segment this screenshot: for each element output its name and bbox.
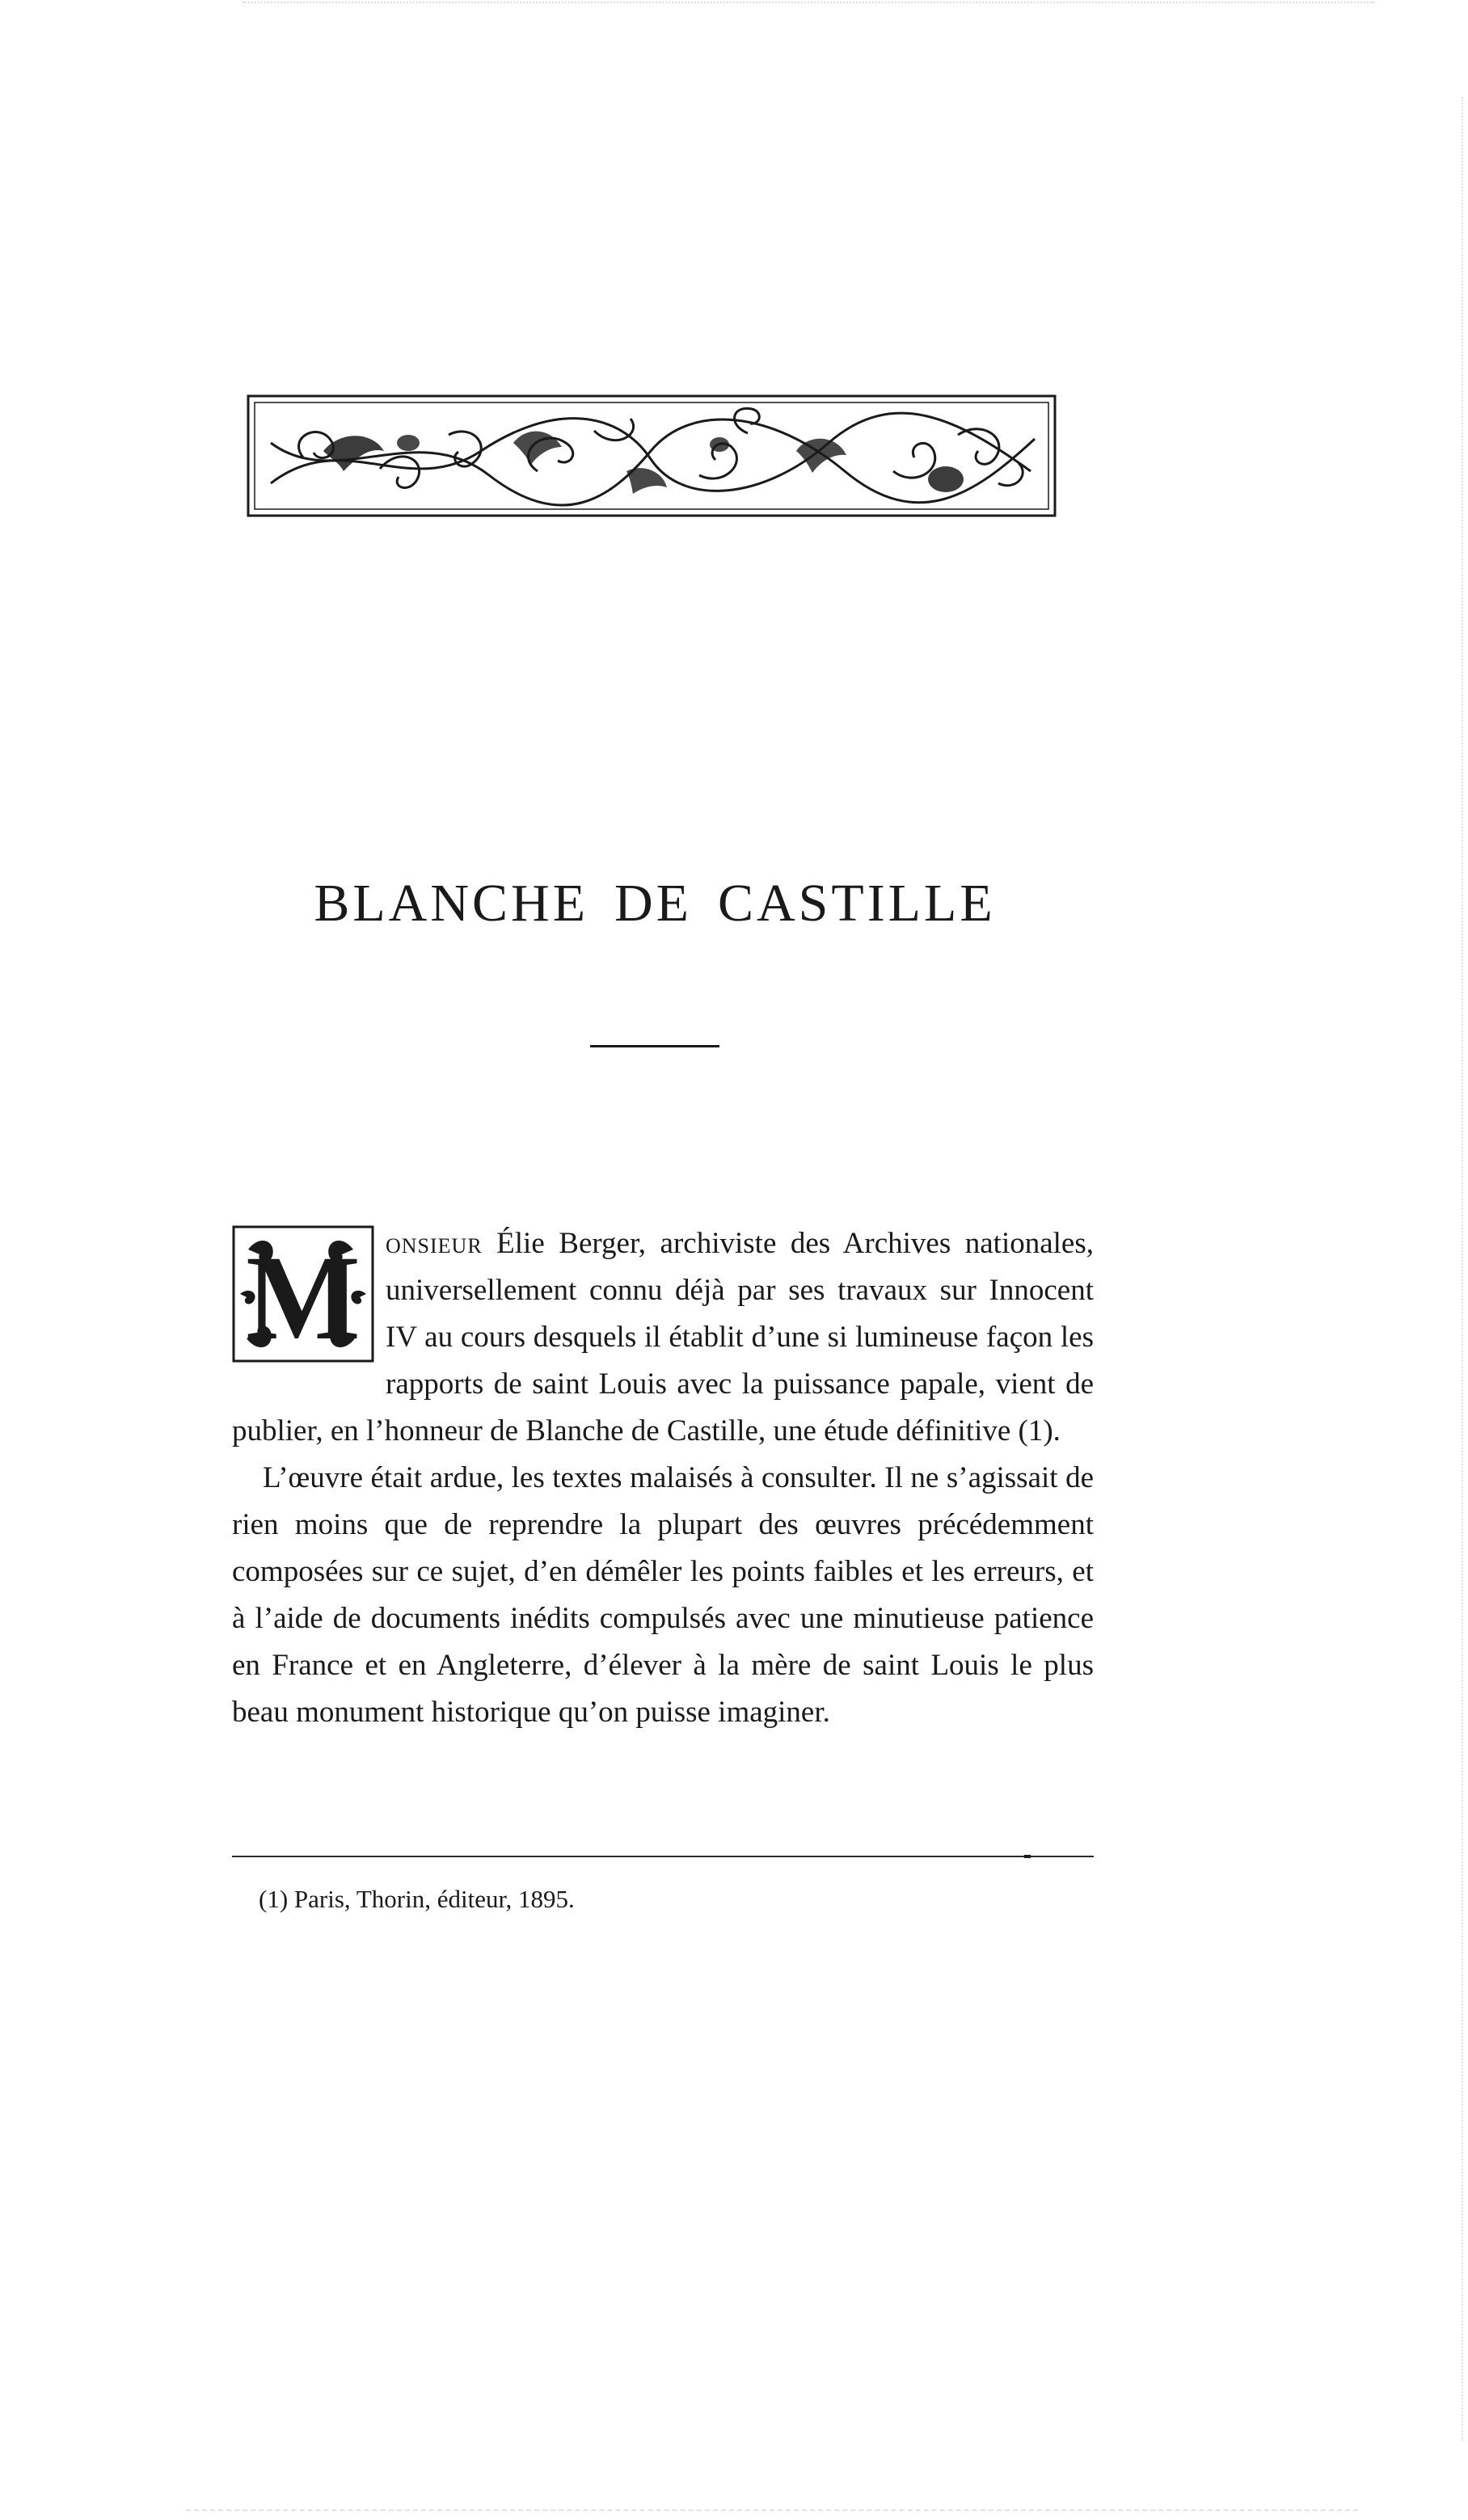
page-title xyxy=(226,874,1083,933)
paragraph-1-text: Élie Berger, archiviste des Archives nationales, universellement connu déjà par ses travaux sur Innocent IV au cours desquels il établit d’une si lumineuse façon les rapports de saint Louis avec la puissance papale, vient de publier, en l’honneur de Blanche de Castille, une étude définitive (1). xyxy=(232,1227,1094,1448)
dropcap-initial-icon xyxy=(232,1225,374,1363)
lead-smallcaps: onsieur xyxy=(386,1227,483,1260)
footnote-rule xyxy=(232,1856,1094,1857)
title-divider xyxy=(590,1045,719,1047)
footnote: (1) Paris, Thorin, éditeur, 1895. xyxy=(259,1885,575,1913)
paragraph-2: L’œuvre était ardue, les textes malaisés à consulter. Il ne s’agissait de rien moins que de reprendre la plupart des œuvres précédemment composées sur ce sujet, d’en démêler les points faibles et les erreurs, et à l’aide de documents inédits compulsés avec une minutieuse patience en France et en Angleterre, d’élever à la mère de saint Louis le plus beau monument historique qu’on puisse imaginer. xyxy=(232,1461,1094,1729)
scan-edge-bottom xyxy=(186,2509,1358,2516)
body-text xyxy=(232,1220,1094,1736)
headpiece-ornament-icon xyxy=(247,394,1057,517)
dropcap-letter: M xyxy=(246,1231,361,1363)
title-word-3: CASTILLE xyxy=(718,874,996,933)
title-word-1: BLANCHE xyxy=(314,874,589,933)
scan-edge-top xyxy=(243,2,1374,8)
title-word-2: DE xyxy=(614,874,692,933)
scan-edge-right xyxy=(1462,97,1466,2441)
